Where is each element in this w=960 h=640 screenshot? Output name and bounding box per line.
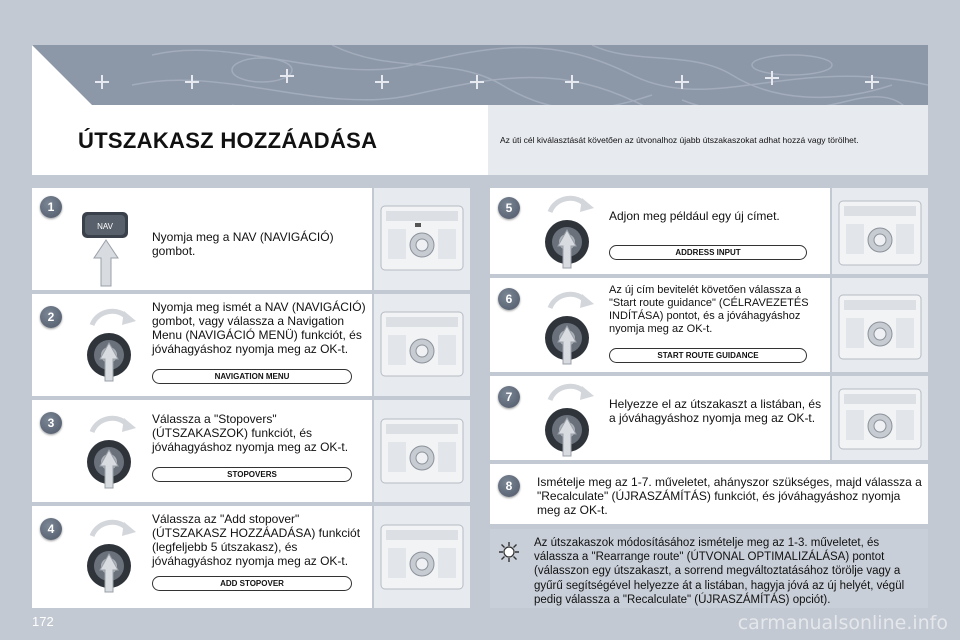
radio-unit-icon — [380, 418, 464, 484]
step-4-text: Válassza az "Add stopover" (ÚTSZAKASZ HOZZÁADÁSA) funkciót (legfeljebb 5 útszakasz), és jóváhagyáshoz nyomja meg az OK-t. — [152, 512, 361, 568]
step-7-badge: 7 — [498, 386, 520, 408]
step-5-label: ADDRESS INPUT — [609, 245, 807, 260]
step-4-badge: 4 — [40, 518, 62, 540]
rotary-knob-icon — [538, 288, 596, 366]
rotary-knob-icon — [80, 305, 138, 383]
radio-unit-icon — [380, 524, 464, 590]
step-6-text: Az új cím bevitelét követően válassza a "Start route guidance" (CÉLRAVEZETÉS INDÍTÁSA) pontot, és a jóváhagyáshoz nyomja meg az OK-t. — [609, 284, 809, 335]
step-8-text: Ismételje meg az 1-7. műveletet, ahányszor szükséges, majd válassza a "Recalculate" (ÚJRASZÁMÍTÁS) funkciót, és jóváhagyáshoz nyomja meg az OK-t. — [537, 475, 922, 517]
step-6-badge: 6 — [498, 288, 520, 310]
nav-button-icon — [80, 210, 132, 288]
watermark: carmanualsonline.info — [737, 612, 948, 634]
intro-text: Az úti cél kiválasztását követően az útvonalhoz újabb útszakaszokat adhat hozzá vagy törölhet. — [500, 135, 859, 145]
radio-unit-icon — [838, 200, 922, 266]
step-1-badge: 1 — [40, 196, 62, 218]
radio-unit-icon — [838, 294, 922, 360]
radio-unit-icon — [838, 388, 922, 450]
rotary-knob-icon — [80, 412, 138, 490]
step-7-text: Helyezze el az útszakaszt a listában, és a jóváhagyáshoz nyomja meg az OK-t. — [609, 397, 822, 425]
page-title: ÚTSZAKASZ HOZZÁADÁSA — [78, 128, 378, 153]
step-5-badge: 5 — [498, 197, 520, 219]
step-2-text: Nyomja meg ismét a NAV (NAVIGÁCIÓ) gombot, vagy válassza a Navigation Menu (NAVIGÁCIÓ MENÜ) funkciót, és jóváhagyáshoz nyomja meg az OK-t. — [152, 300, 366, 356]
step-1-text: Nyomja meg a NAV (NAVIGÁCIÓ) gombot. — [152, 230, 334, 258]
radio-unit-icon — [380, 205, 464, 271]
step-3-badge: 3 — [40, 412, 62, 434]
tip-text: Az útszakaszok módosításához ismételje meg az 1-3. műveletet, és válassza a "Rearrange route" (ÚTVONAL OPTIMALIZÁLÁSA) pontot (válasszon egy útszakaszt, a sorrend megváltoztatásához törölje vagy a gyűrű segítségével helyezze át a listában, hagyja jóvá az új helyét, végül pedig válassza a "Recalculate" (ÚJRASZÁMÍTÁS) opciót). — [534, 537, 905, 606]
sun-tip-icon — [498, 541, 520, 563]
step-3-text: Válassza a "Stopovers" (ÚTSZAKASZOK) funkciót, és jóváhagyáshoz nyomja meg az OK-t. — [152, 412, 349, 454]
rotary-knob-icon — [538, 192, 596, 270]
step-8-badge: 8 — [498, 475, 520, 497]
rotary-knob-icon — [80, 516, 138, 594]
step-3-label: STOPOVERS — [152, 467, 352, 482]
step-2-badge: 2 — [40, 306, 62, 328]
nav-button-label: NAV — [97, 222, 113, 231]
step-4-label: ADD STOPOVER — [152, 576, 352, 591]
step-6-label: START ROUTE GUIDANCE — [609, 348, 807, 363]
step-5-text: Adjon meg például egy új címet. — [609, 209, 780, 223]
radio-unit-icon — [380, 311, 464, 377]
page-number: 172 — [32, 614, 54, 629]
step-2-label: NAVIGATION MENU — [152, 369, 352, 384]
rotary-knob-icon — [538, 380, 596, 458]
